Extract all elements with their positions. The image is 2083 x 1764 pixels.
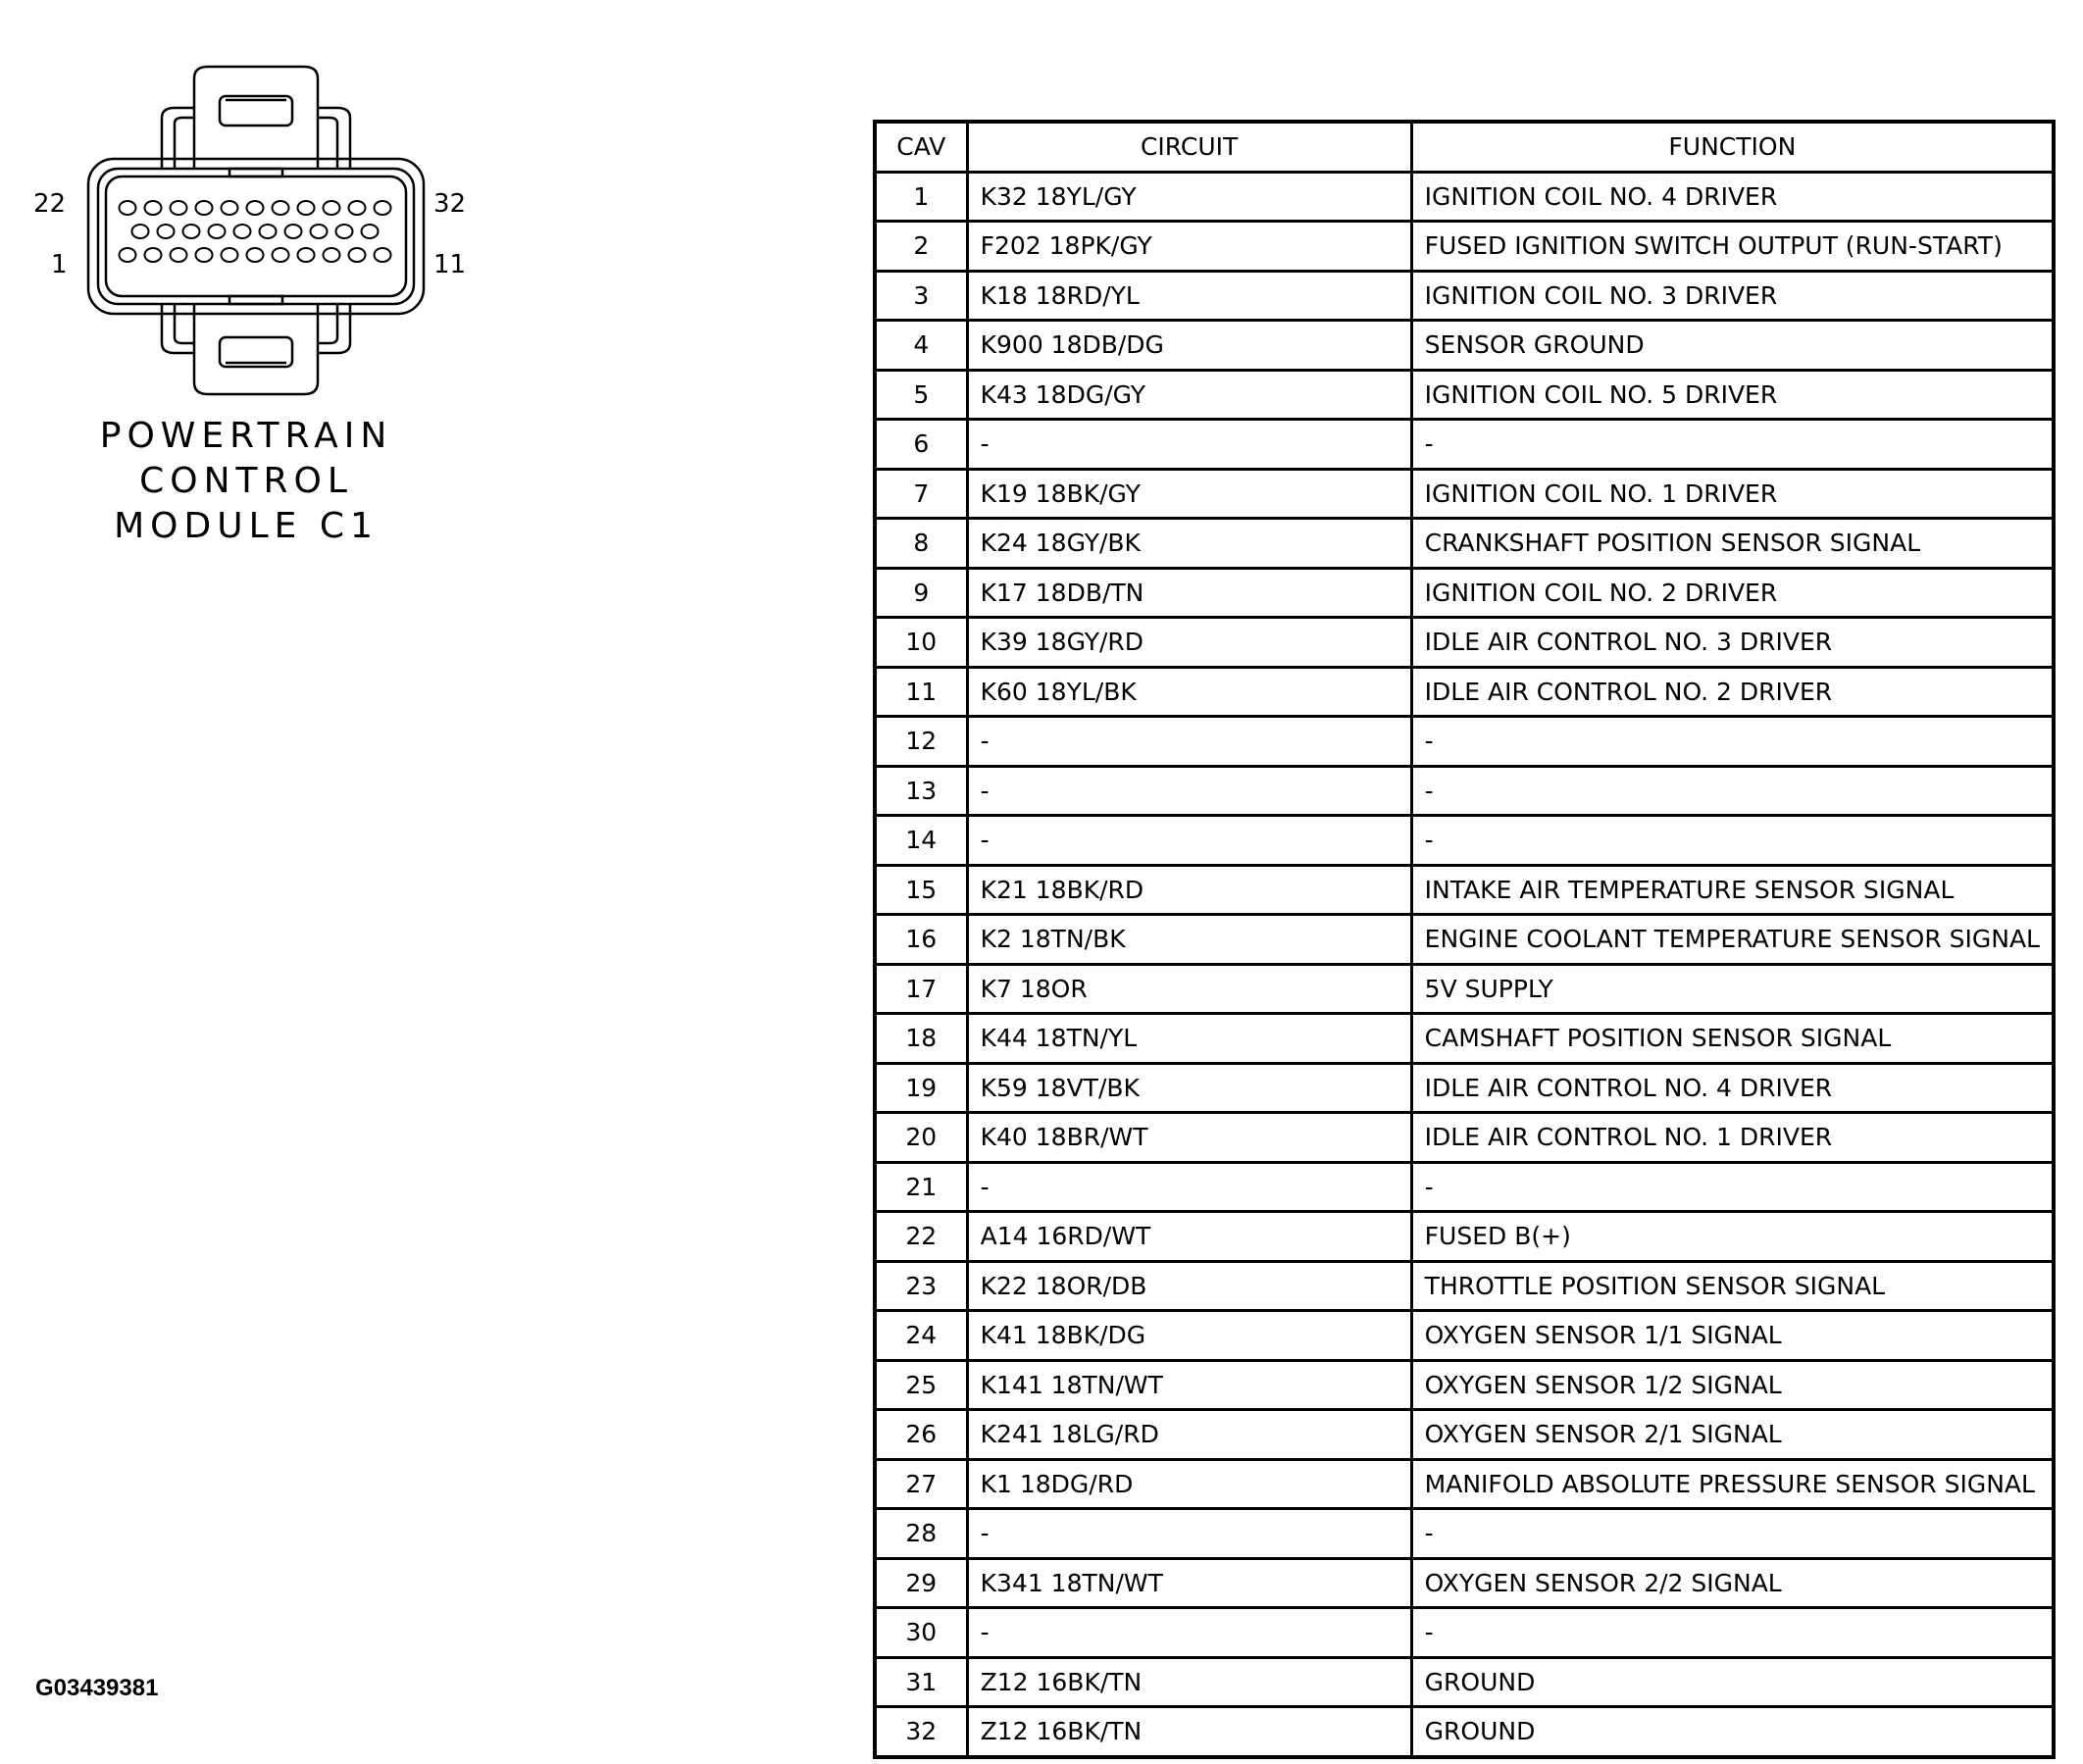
cav-cell: 3 [875,271,967,321]
table-row [875,1410,2054,1460]
circuit-cell: K40 18BR/WT [967,1113,1411,1163]
connector-pin [171,201,187,215]
connector-pin [260,225,277,238]
cav-cell: 17 [875,964,967,1014]
table-row [875,1162,2054,1212]
table-row [875,717,2054,767]
connector-pin [362,225,379,238]
pin-label-1: 1 [51,250,68,279]
header-circuit: CIRCUIT [967,122,1411,172]
cav-cell: 24 [875,1311,967,1361]
table-row [875,420,2054,470]
function-cell: INTAKE AIR TEMPERATURE SENSOR SIGNAL [1411,865,2054,915]
connector-pin [222,201,238,215]
cav-cell: 25 [875,1360,967,1410]
circuit-cell: - [967,420,1411,470]
cav-cell: 19 [875,1063,967,1113]
connector-pin [336,225,353,238]
connector-pin [145,201,162,215]
pinout-table [873,120,2056,1759]
pin-label-32: 32 [433,189,467,219]
circuit-cell: K19 18BK/GY [967,469,1411,519]
circuit-cell: K17 18DB/TN [967,568,1411,618]
function-cell: 5V SUPPLY [1411,964,2054,1014]
table-row [875,271,2054,321]
function-cell: IDLE AIR CONTROL NO. 1 DRIVER [1411,1113,2054,1163]
connector-pin [132,225,149,238]
table-header-row [875,122,2054,172]
function-cell: - [1411,766,2054,816]
cav-cell: 28 [875,1509,967,1559]
circuit-cell: K2 18TN/BK [967,915,1411,965]
connector-pin [349,248,366,262]
table-row [875,1014,2054,1064]
function-cell: CAMSHAFT POSITION SENSOR SIGNAL [1411,1014,2054,1064]
function-cell: - [1411,816,2054,866]
function-cell: - [1411,1509,2054,1559]
function-cell: - [1411,1608,2054,1658]
circuit-cell: K60 18YL/BK [967,667,1411,717]
function-cell: GROUND [1411,1707,2054,1757]
function-cell: SENSOR GROUND [1411,321,2054,371]
table-row [875,865,2054,915]
function-cell: - [1411,717,2054,767]
cav-cell: 14 [875,816,967,866]
table-row [875,1608,2054,1658]
cav-cell: 16 [875,915,967,965]
circuit-cell: K22 18OR/DB [967,1261,1411,1311]
function-cell: IGNITION COIL NO. 5 DRIVER [1411,370,2054,420]
table-row [875,1261,2054,1311]
function-cell: IGNITION COIL NO. 4 DRIVER [1411,172,2054,222]
connector-pin [349,201,366,215]
table-row [875,222,2054,272]
connector-pin [273,201,289,215]
function-cell: GROUND [1411,1657,2054,1707]
circuit-cell: - [967,1509,1411,1559]
cav-cell: 4 [875,321,967,371]
header-cav: CAV [875,122,967,172]
connector-diagram [20,59,471,569]
header-function: FUNCTION [1411,122,2054,172]
circuit-cell: - [967,717,1411,767]
function-cell: - [1411,1162,2054,1212]
cav-cell: 5 [875,370,967,420]
connector-pin [209,225,226,238]
circuit-cell: K59 18VT/BK [967,1063,1411,1113]
connector-pin [120,201,136,215]
circuit-cell: K32 18YL/GY [967,172,1411,222]
connector-pin [298,201,315,215]
table-row [875,816,2054,866]
circuit-cell: K341 18TN/WT [967,1558,1411,1608]
table-row [875,568,2054,618]
table-row [875,1657,2054,1707]
figure-id: G03439381 [35,1675,159,1701]
connector-pin [375,248,391,262]
circuit-cell: K900 18DB/DG [967,321,1411,371]
table-row [875,321,2054,371]
table-row [875,964,2054,1014]
function-cell: IGNITION COIL NO. 1 DRIVER [1411,469,2054,519]
connector-pins [120,201,391,262]
cav-cell: 21 [875,1162,967,1212]
function-cell: OXYGEN SENSOR 2/1 SIGNAL [1411,1410,2054,1460]
circuit-cell: Z12 16BK/TN [967,1707,1411,1757]
circuit-cell: F202 18PK/GY [967,222,1411,272]
cav-cell: 7 [875,469,967,519]
function-cell: IDLE AIR CONTROL NO. 3 DRIVER [1411,618,2054,668]
table-row [875,172,2054,222]
function-cell: THROTTLE POSITION SENSOR SIGNAL [1411,1261,2054,1311]
function-cell: OXYGEN SENSOR 1/2 SIGNAL [1411,1360,2054,1410]
cav-cell: 27 [875,1459,967,1509]
table-row [875,1063,2054,1113]
table-row [875,370,2054,420]
table-row [875,667,2054,717]
circuit-cell: K141 18TN/WT [967,1360,1411,1410]
connector-pin [120,248,136,262]
cav-cell: 1 [875,172,967,222]
circuit-cell: - [967,816,1411,866]
table-row [875,1459,2054,1509]
table-row [875,766,2054,816]
table-row [875,1311,2054,1361]
table-row [875,1212,2054,1262]
connector-pin [324,248,340,262]
function-cell: IDLE AIR CONTROL NO. 2 DRIVER [1411,667,2054,717]
cav-cell: 12 [875,717,967,767]
circuit-cell: K41 18BK/DG [967,1311,1411,1361]
connector-pin [285,225,302,238]
connector-pin [234,225,251,238]
cav-cell: 30 [875,1608,967,1658]
table-row [875,1509,2054,1559]
connector-pin [247,201,264,215]
function-cell: ENGINE COOLANT TEMPERATURE SENSOR SIGNAL [1411,915,2054,965]
cav-cell: 31 [875,1657,967,1707]
cav-cell: 8 [875,519,967,569]
cav-cell: 9 [875,568,967,618]
circuit-cell: A14 16RD/WT [967,1212,1411,1262]
connector-title-line-1: POWERTRAIN [99,416,393,456]
function-cell: OXYGEN SENSOR 1/1 SIGNAL [1411,1311,2054,1361]
function-cell: IDLE AIR CONTROL NO. 4 DRIVER [1411,1063,2054,1113]
cav-cell: 32 [875,1707,967,1757]
connector-pin [145,248,162,262]
function-cell: MANIFOLD ABSOLUTE PRESSURE SENSOR SIGNAL [1411,1459,2054,1509]
cav-cell: 10 [875,618,967,668]
circuit-cell: K18 18RD/YL [967,271,1411,321]
table-row [875,618,2054,668]
function-cell: FUSED IGNITION SWITCH OUTPUT (RUN-START) [1411,222,2054,272]
circuit-cell: K43 18DG/GY [967,370,1411,420]
circuit-cell: Z12 16BK/TN [967,1657,1411,1707]
cav-cell: 20 [875,1113,967,1163]
connector-pin [196,201,213,215]
circuit-cell: K44 18TN/YL [967,1014,1411,1064]
circuit-cell: - [967,1608,1411,1658]
table-row [875,519,2054,569]
connector-pin [158,225,175,238]
connector-title-line-3: MODULE C1 [114,506,379,546]
function-cell: CRANKSHAFT POSITION SENSOR SIGNAL [1411,519,2054,569]
pin-label-11: 11 [433,250,467,279]
circuit-cell: K241 18LG/RD [967,1410,1411,1460]
cav-cell: 29 [875,1558,967,1608]
cav-cell: 18 [875,1014,967,1064]
connector-title-line-2: CONTROL [139,461,353,501]
table-row [875,469,2054,519]
connector-pin [311,225,328,238]
circuit-cell: K1 18DG/RD [967,1459,1411,1509]
cav-cell: 22 [875,1212,967,1262]
function-cell: IGNITION COIL NO. 2 DRIVER [1411,568,2054,618]
connector-pin [222,248,238,262]
circuit-cell: K24 18GY/BK [967,519,1411,569]
table-row [875,1360,2054,1410]
table-row [875,1707,2054,1757]
cav-cell: 11 [875,667,967,717]
cav-cell: 26 [875,1410,967,1460]
cav-cell: 15 [875,865,967,915]
connector-face-icon [88,67,424,394]
connector-pin [171,248,187,262]
cav-cell: 23 [875,1261,967,1311]
function-cell: FUSED B(+) [1411,1212,2054,1262]
cav-cell: 13 [875,766,967,816]
function-cell: OXYGEN SENSOR 2/2 SIGNAL [1411,1558,2054,1608]
circuit-cell: K21 18BK/RD [967,865,1411,915]
circuit-cell: - [967,766,1411,816]
pin-label-22: 22 [33,189,67,219]
connector-pin [298,248,315,262]
connector-pin [196,248,213,262]
table-row [875,1113,2054,1163]
circuit-cell: K7 18OR [967,964,1411,1014]
connector-pin [324,201,340,215]
function-cell: - [1411,420,2054,470]
connector-pin [273,248,289,262]
connector-pin [247,248,264,262]
table-row [875,1558,2054,1608]
circuit-cell: - [967,1162,1411,1212]
connector-pin [375,201,391,215]
circuit-cell: K39 18GY/RD [967,618,1411,668]
cav-cell: 6 [875,420,967,470]
connector-pin [183,225,200,238]
function-cell: IGNITION COIL NO. 3 DRIVER [1411,271,2054,321]
cav-cell: 2 [875,222,967,272]
table-row [875,915,2054,965]
